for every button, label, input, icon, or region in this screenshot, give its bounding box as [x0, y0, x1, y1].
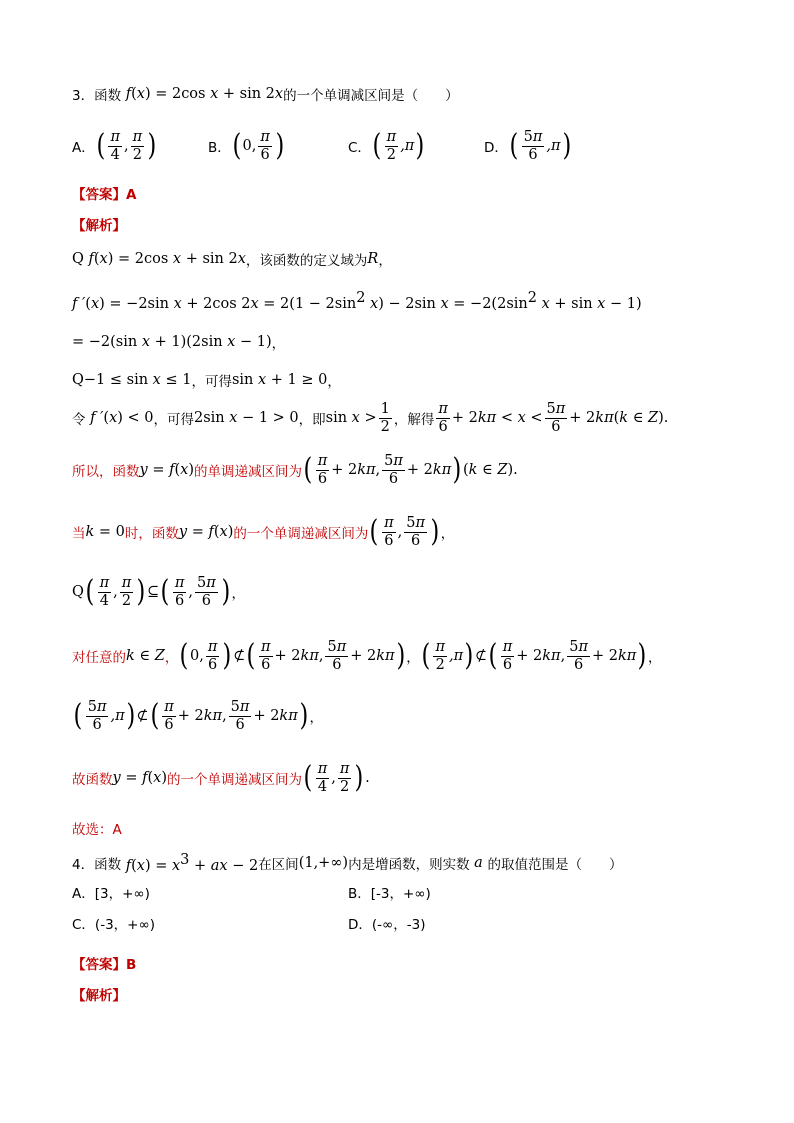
q4-number: 4．函数	[72, 856, 122, 873]
q3-option-b: B． ( 0, $\frac{\pi}{6}$ )	[208, 128, 285, 163]
q3-step7: 当 k = 0 时，函数 y = f(x) 的一个单调递减区间为 ( $\frac{\pi}{6}$ , $\frac{5\pi}{6}$ ) ，	[72, 514, 455, 549]
q3-step10: ( $\frac{5\pi}{6}$ ,π ) ⊄ ( $\frac{\pi}{6}$ + 2kπ, $\frac{5\pi}{6}$ + 2kπ ) ，	[73, 698, 323, 733]
q3-step5: 令 f ′(x) < 0 ，可得 2sin x − 1 > 0 ，即 sin x > $\frac{1}{2}$ ，解得 $\frac{\pi}{6}$ + 2kπ < x < $\frac{5\pi}{6}$ + 2kπ(k ∈ Z).	[72, 400, 669, 435]
q4-tail2: 内是增函数，则实数	[348, 856, 470, 873]
q3-stem-tail: 的一个单调减区间是（ ）	[283, 88, 459, 104]
q3-options	[72, 124, 722, 168]
q3-so-text: 所以，函数	[72, 464, 140, 480]
q3-option-a: A． ( $\frac{\pi}{4}$ , $\frac{\pi}{2}$ )	[72, 128, 157, 163]
q3-step6: 所以，函数 y = f(x) 的单调递减区间为 ( $\frac{\pi}{6}$ + 2kπ, $\frac{5\pi}{6}$ + 2kπ ) (k ∈ Z).	[72, 452, 518, 487]
q3-option-b-label: B．	[208, 140, 231, 156]
q3-analysis-label: 【解析】	[72, 218, 126, 234]
q3-step8: Q ( $\frac{\pi}{4}$ , $\frac{\pi}{2}$ ) ⊆ ( $\frac{\pi}{6}$ , $\frac{5\pi}{6}$ ) ，	[72, 574, 245, 609]
q4-option-b: B．[-3，+∞)	[348, 886, 431, 902]
q4-analysis-label: 【解析】	[72, 988, 126, 1004]
q3-step2: f ′(x) = −2sin x + 2cos $2x = 2(1 - 2\sin^2$ x) − 2sin $x = -2(2\sin^2$ x + sin x − 1)	[72, 290, 642, 312]
q4-answer: 【答案】B	[72, 957, 137, 973]
q3-when-text2: 时，函数	[124, 526, 179, 542]
q3-choose: 故选：A	[72, 822, 122, 838]
q3-step1: Q f(x) = 2cos x + sin 2x ，该函数的定义域为 R ，	[72, 251, 392, 269]
q3-let-text2: ，可得	[153, 412, 194, 428]
q3-domain-set: R	[367, 251, 379, 267]
q3-step11: 故函数 y = f(x) 的一个单调递减区间为 ( $\frac{\pi}{4}$ , $\frac{\pi}{2}$ ) .	[72, 760, 370, 795]
q4-option-a: A．[3，+∞)	[72, 886, 150, 902]
q3-when-text3: 的一个单调递减区间为	[233, 526, 369, 542]
q3-option-a-label: A．	[72, 140, 95, 156]
q4-interval: (1,+∞)	[298, 854, 349, 871]
q3-option-c-label: C．	[348, 140, 371, 156]
q3-step9: 对任意的 k ∈ Z ， ( 0, $\frac{\pi}{6}$ ) ⊄ ( $\frac{\pi}{6}$ + 2kπ, $\frac{5\pi}{6}$ + 2kπ ) ， ( $\frac{\pi}{2}$ ,π ) ⊄ ( $\frac{\pi}{6}$ + 2kπ, $\frac{5\pi}{6}$ + 2kπ ) ，	[72, 638, 662, 673]
q4-option-d: D．(-∞，-3)	[348, 917, 426, 933]
q3-number: 3．函数	[72, 88, 122, 104]
q3-inequality-text: ，可得	[191, 374, 232, 390]
q3-step3: = −2(sin x + 1)(2sin x − 1) ，	[72, 334, 286, 352]
q4-tail3: 的取值范围是（ ）	[487, 856, 623, 873]
q3-let-text: 令	[72, 412, 86, 428]
q4-tail1: 在区间	[258, 856, 299, 873]
q4-stem: 4．函数 $f(x) = x^3$ + ax − 2 在区间 (1,+∞) 内是增函数，则实数 a 的取值范围是（ ）	[72, 852, 623, 874]
q3-solve-text: ，解得	[393, 412, 435, 428]
q3-option-c: C． ( $\frac{\pi}{2}$ ,π )	[348, 128, 425, 163]
q3-hence-text: 故函数	[72, 772, 113, 788]
q3-answer: 【答案】A	[72, 187, 137, 203]
q3-any-text: 对任意的	[72, 650, 126, 666]
q3-so-text2: 的单调递减区间为	[193, 464, 302, 480]
q3-hence-text2: 的一个单调递减区间为	[166, 772, 302, 788]
q3-function: f(x) = 2cos x + sin 2x	[121, 86, 284, 102]
q3-option-d-label: D．	[484, 140, 508, 156]
q3-let-text3: ，即	[298, 412, 326, 428]
q3-step4: Q −1 ≤ sin x ≤ 1 ，可得 sin x + 1 ≥ 0 ，	[72, 372, 341, 390]
q3-domain-text: ，该函数的定义域为	[245, 253, 368, 269]
q3-option-d: D． ( $\frac{5\pi}{6}$ ,π )	[484, 128, 571, 163]
q4-option-c: C．(-3，+∞)	[72, 917, 155, 933]
q3-stem	[72, 84, 459, 104]
q3-when-text: 当	[72, 526, 86, 542]
